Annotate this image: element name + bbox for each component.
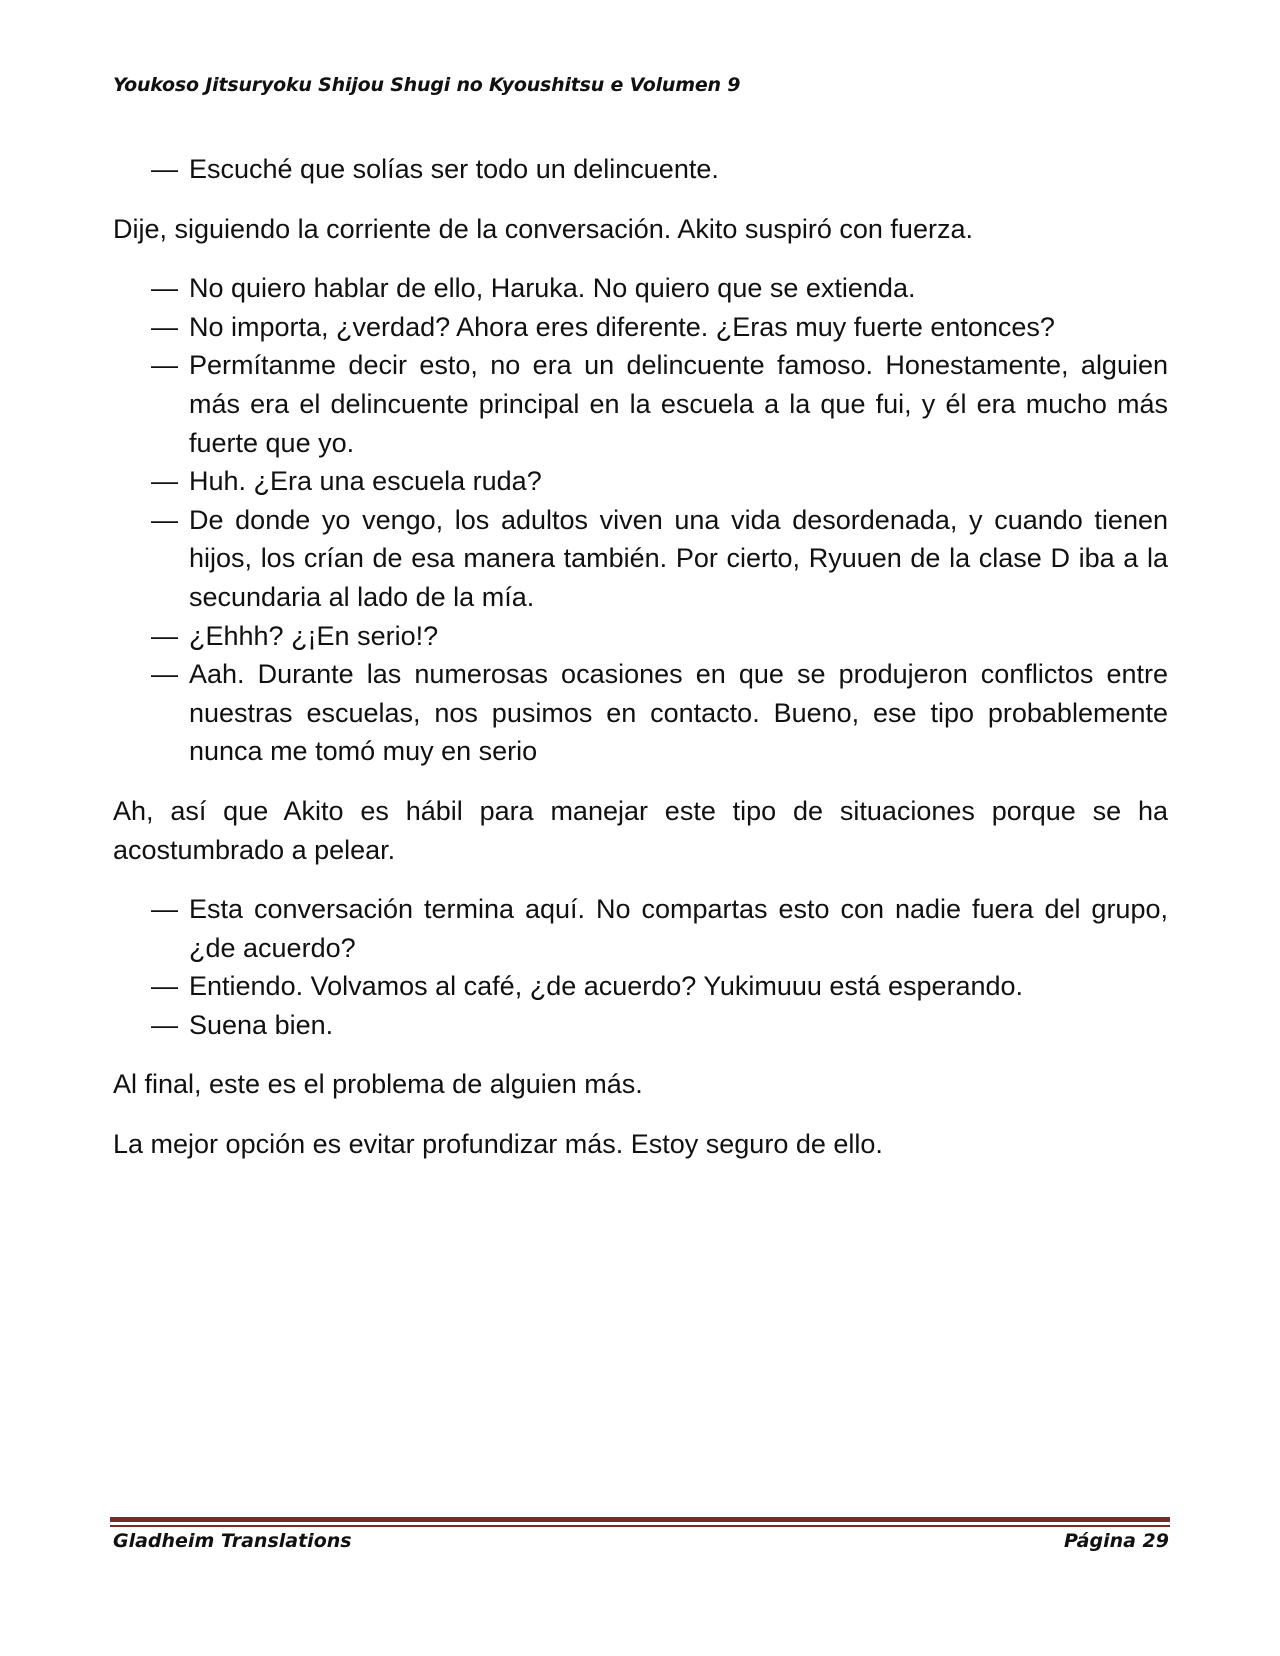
- dialogue-text: Suena bien.: [189, 1009, 334, 1040]
- dialogue-group-3: [113, 890, 1168, 1044]
- em-dash: —: [151, 273, 178, 304]
- narration-paragraph: La mejor opción es evitar profundizar más. Estoy seguro de ello.: [113, 1129, 883, 1160]
- dialogue-line: [113, 150, 1168, 189]
- em-dash: —: [151, 154, 178, 184]
- dialogue-text: No quiero hablar de ello, Haruka. No quiero que se extienda.: [189, 273, 916, 304]
- dialogue-text: Escuché que solías ser todo un delincuente.: [189, 154, 719, 184]
- dialogue-line: [113, 346, 1168, 462]
- page-number: Página 29: [1063, 1530, 1169, 1552]
- dialogue-line: [113, 617, 1168, 656]
- dialogue-text: De donde yo vengo, los adultos viven una vida desordenada, y cuando tienen hijos, los crían de esa manera también. Por cierto, Ryuuen de la clase D iba a la secundaria al lado de la mía.: [189, 504, 1168, 612]
- dialogue-line: [113, 967, 1168, 1006]
- footer-divider-thin: [110, 1525, 1170, 1527]
- footer-divider: [110, 1517, 1170, 1527]
- em-dash: —: [151, 1009, 178, 1040]
- dialogue-text: Permítanme decir esto, no era un delincuente famoso. Honestamente, alguien más era el delincuente principal en la escuela a la que fui, y él era mucho más fuerte que yo.: [189, 350, 1168, 458]
- dialogue-text: Entiendo. Volvamos al café, ¿de acuerdo? Yukimuuu está esperando.: [189, 971, 1024, 1002]
- em-dash: —: [151, 311, 178, 342]
- page-body: [113, 150, 1168, 1185]
- dialogue-group-1: [113, 150, 1168, 189]
- narration-paragraph: Dije, siguiendo la corriente de la conversación. Akito suspiró con fuerza.: [113, 213, 973, 244]
- dialogue-text: Huh. ¿Era una escuela ruda?: [189, 466, 542, 497]
- dialogue-line: [113, 308, 1168, 347]
- footer-credit: Gladheim Translations: [113, 1530, 352, 1552]
- footer-divider-thick: [110, 1517, 1170, 1522]
- em-dash: —: [151, 894, 178, 925]
- narration-paragraph: Al final, este es el problema de alguien más.: [113, 1069, 643, 1100]
- dialogue-line: [113, 501, 1168, 617]
- dialogue-line: [113, 269, 1168, 308]
- dialogue-group-2: [113, 269, 1168, 771]
- em-dash: —: [151, 971, 178, 1002]
- em-dash: —: [151, 350, 178, 381]
- dialogue-line: [113, 1006, 1168, 1045]
- running-header: Youkoso Jitsuryoku Shijou Shugi no Kyoushitsu e Volumen 9: [113, 74, 741, 96]
- dialogue-text: No importa, ¿verdad? Ahora eres diferente. ¿Eras muy fuerte entonces?: [189, 311, 1055, 342]
- dialogue-line: [113, 655, 1168, 771]
- em-dash: —: [151, 504, 178, 535]
- em-dash: —: [151, 659, 178, 690]
- dialogue-text: ¿Ehhh? ¿¡En serio!?: [189, 620, 439, 651]
- em-dash: —: [151, 466, 178, 497]
- dialogue-line: [113, 462, 1168, 501]
- dialogue-text: Aah. Durante las numerosas ocasiones en que se produjeron conflictos entre nuestras escuelas, nos pusimos en contacto. Bueno, ese tipo probablemente nunca me tomó muy en serio: [189, 659, 1168, 767]
- dialogue-line: [113, 890, 1168, 967]
- em-dash: —: [151, 620, 178, 651]
- dialogue-text: Esta conversación termina aquí. No compartas esto con nadie fuera del grupo, ¿de acuerdo?: [189, 894, 1168, 963]
- narration-paragraph: Ah, así que Akito es hábil para manejar este tipo de situaciones porque se ha acostumbrado a pelear.: [113, 795, 1168, 865]
